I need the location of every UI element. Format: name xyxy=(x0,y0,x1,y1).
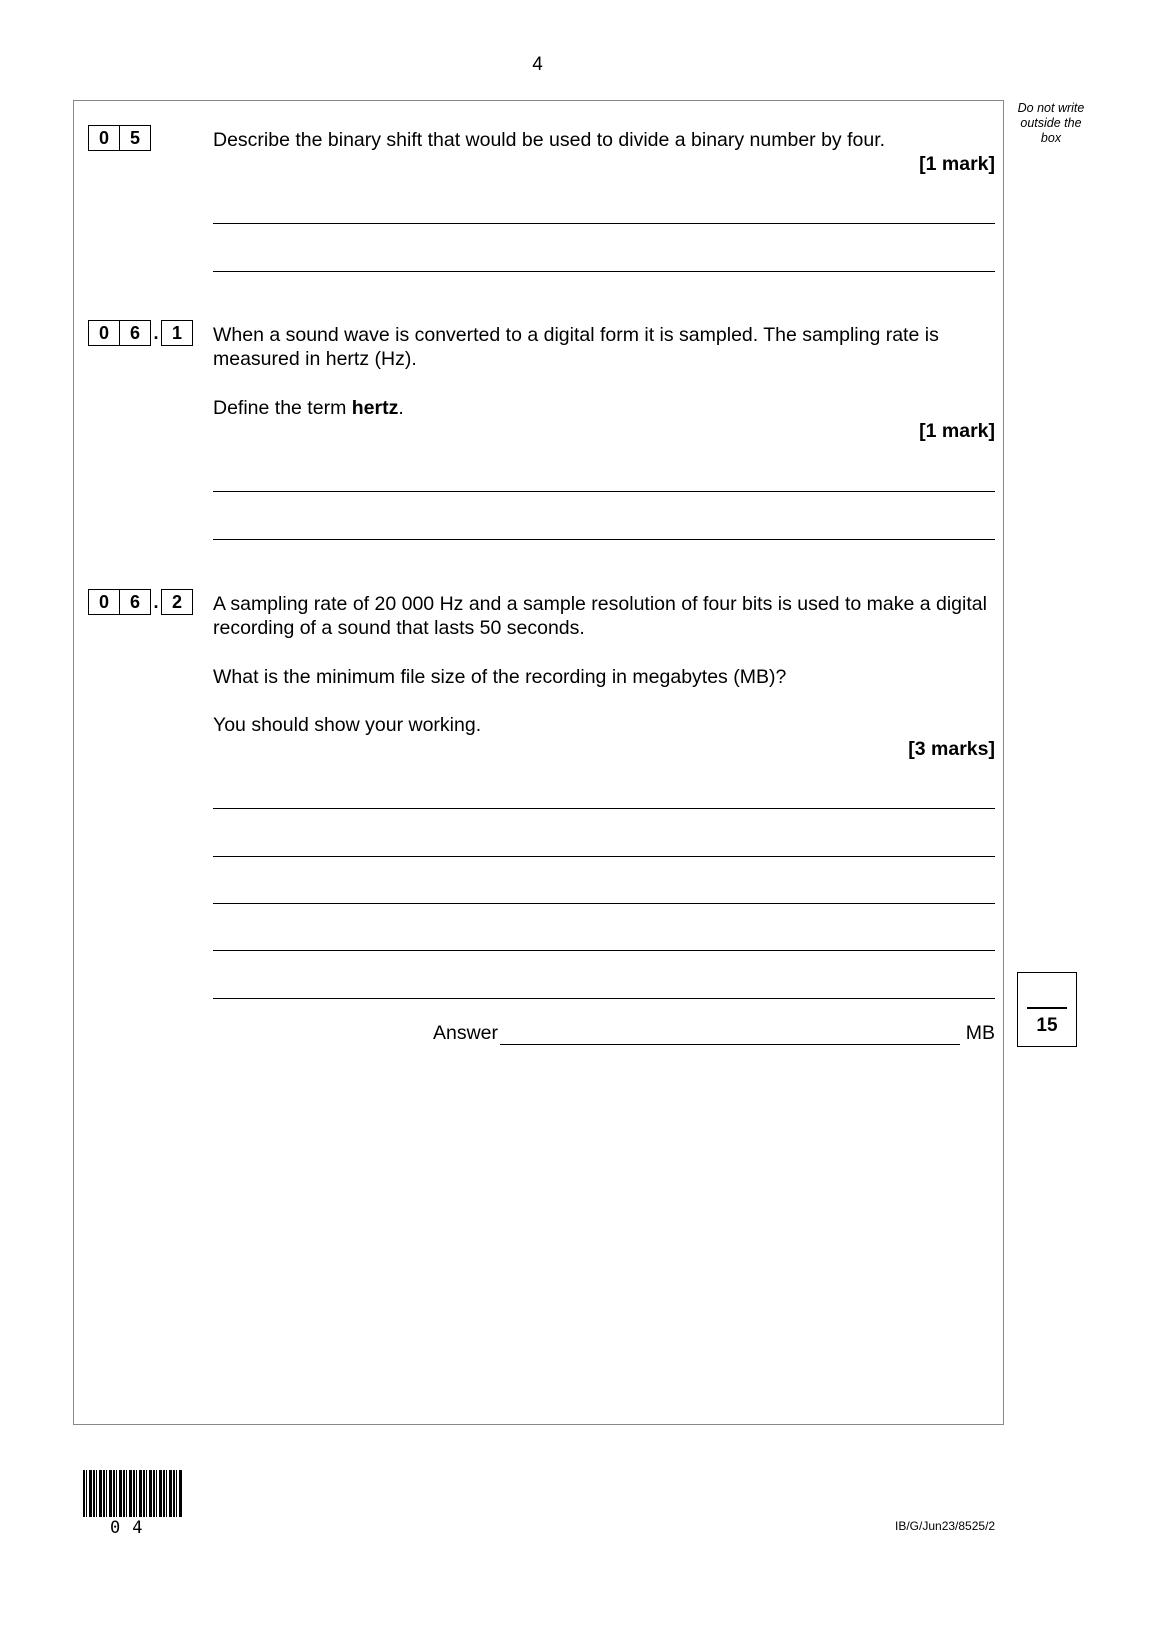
answer-field[interactable] xyxy=(500,1020,960,1045)
digit: 0 xyxy=(98,128,109,148)
digit: 6 xyxy=(119,321,150,345)
score-total: 15 xyxy=(1036,1015,1058,1036)
answer-line[interactable] xyxy=(213,998,995,999)
answer-row xyxy=(433,1020,995,1045)
paper-reference: IB/G/Jun23/8525/2 xyxy=(895,1519,996,1533)
answer-line[interactable] xyxy=(213,903,995,904)
digit: 5 xyxy=(119,126,150,150)
digit: 0 xyxy=(98,592,109,612)
answer-line[interactable] xyxy=(213,223,995,224)
marks-label: [3 marks] xyxy=(908,738,995,760)
bold-term: hertz xyxy=(351,397,399,419)
question-instruction xyxy=(213,396,995,420)
answer-line[interactable] xyxy=(213,808,995,809)
question-number-05 xyxy=(88,125,151,151)
marks-label: [1 mark] xyxy=(919,420,995,442)
question-text: What is the minimum file size of the recording in megabytes (MB)? xyxy=(213,666,787,688)
digit: 1 xyxy=(171,323,182,343)
text: . xyxy=(398,397,404,419)
answer-line[interactable] xyxy=(213,271,995,272)
barcode-number: 04 xyxy=(110,1518,155,1538)
question-text: When a sound wave is converted to a digital form it is sampled. The sampling rate is measured in hertz (Hz). xyxy=(213,324,939,370)
answer-line[interactable] xyxy=(213,856,995,857)
score-line xyxy=(1027,1007,1067,1009)
question-text: Describe the binary shift that would be used to divide a binary number by four. xyxy=(213,129,886,151)
digit: 6 xyxy=(119,590,150,614)
answer-line[interactable] xyxy=(213,491,995,492)
question-text: A sampling rate of 20 000 Hz and a sample resolution of four bits is used to make a digital recording of a sound that lasts 50 seconds. xyxy=(213,593,987,639)
barcode xyxy=(83,1470,183,1517)
answer-line[interactable] xyxy=(213,950,995,951)
digit: 2 xyxy=(171,592,182,612)
question-number-06-2: 0 6 . 2 xyxy=(88,589,193,615)
answer-frame xyxy=(73,100,1004,1425)
answer-unit: MB xyxy=(965,1022,995,1044)
answer-label: Answer xyxy=(433,1022,499,1044)
question-instruction: You should show your working. xyxy=(213,714,482,736)
page-score-box xyxy=(1017,972,1077,1047)
digit: 0 xyxy=(98,323,109,343)
question-number-06-1: 0 6 . 1 xyxy=(88,320,193,346)
text: Define the term xyxy=(213,397,352,419)
answer-line[interactable] xyxy=(213,539,995,540)
marks-label: [1 mark] xyxy=(919,153,995,175)
margin-note: Do not write outside the box xyxy=(1017,101,1085,145)
page-number: 4 xyxy=(532,54,543,75)
